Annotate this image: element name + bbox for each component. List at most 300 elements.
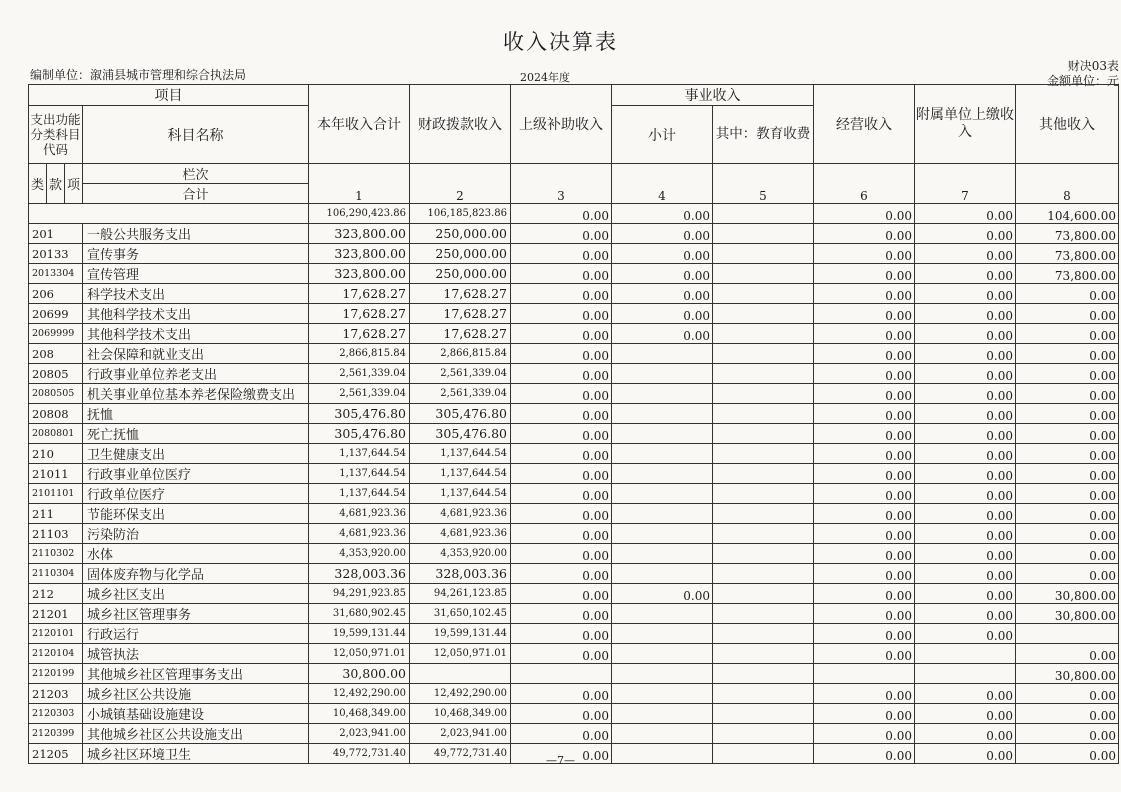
cell-code: 206 <box>29 284 83 304</box>
cell-total: 17,628.27 <box>309 324 410 344</box>
cell-total: 49,772,731.40 <box>309 744 410 764</box>
cell-operating: 0.00 <box>814 464 915 484</box>
cell-superior: 0.00 <box>511 264 612 284</box>
cell-affiliated: 0.00 <box>915 704 1016 724</box>
cell-education <box>713 724 814 744</box>
cell-education <box>713 604 814 624</box>
cell-fiscal: 17,628.27 <box>410 304 511 324</box>
cell-superior: 0.00 <box>511 464 612 484</box>
cell-superior: 0.00 <box>511 424 612 444</box>
cell-total: 94,291,923.85 <box>309 584 410 604</box>
table-row <box>29 244 1119 264</box>
cell-other: 30,800.00 <box>1016 604 1119 624</box>
cell-affiliated: 0.00 <box>915 284 1016 304</box>
cell-fiscal: 305,476.80 <box>410 404 511 424</box>
cell-affiliated: 0.00 <box>915 264 1016 284</box>
cell-subtotal <box>612 644 713 664</box>
cell-affiliated: 0.00 <box>915 744 1016 764</box>
cell-superior: 0.00 <box>511 204 612 224</box>
cell-affiliated: 0.00 <box>915 204 1016 224</box>
cell-total: 305,476.80 <box>309 404 410 424</box>
cell-subtotal <box>612 424 713 444</box>
cell-code: 20133 <box>29 244 83 264</box>
cell-subject-name: 机关事业单位基本养老保险缴费支出 <box>83 384 309 404</box>
cell-total: 1,137,644.54 <box>309 444 410 464</box>
table-row <box>29 724 1119 744</box>
cell-affiliated: 0.00 <box>915 444 1016 464</box>
cell-fiscal: 17,628.27 <box>410 324 511 344</box>
page-number: —7— <box>546 754 575 767</box>
cell-operating: 0.00 <box>814 404 915 424</box>
cell-operating: 0.00 <box>814 684 915 704</box>
cell-total: 12,492,290.00 <box>309 684 410 704</box>
table-row <box>29 304 1119 324</box>
cell-fiscal: 4,681,923.36 <box>410 504 511 524</box>
cell-education <box>713 684 814 704</box>
cell-fiscal: 4,681,923.36 <box>410 524 511 544</box>
cell-subject-name: 其他科学技术支出 <box>83 304 309 324</box>
cell-operating: 0.00 <box>814 604 915 624</box>
cell-affiliated: 0.00 <box>915 384 1016 404</box>
cell-affiliated: 0.00 <box>915 624 1016 644</box>
cell-other: 0.00 <box>1016 344 1119 364</box>
cell-affiliated: 0.00 <box>915 304 1016 324</box>
compiling-unit: 编制单位：溆浦县城市管理和综合执法局 <box>30 68 247 82</box>
cell-other: 0.00 <box>1016 484 1119 504</box>
table-row <box>29 484 1119 504</box>
cell-affiliated: 0.00 <box>915 564 1016 584</box>
cell-subtotal <box>612 524 713 544</box>
cell-code: 21103 <box>29 524 83 544</box>
cell-operating: 0.00 <box>814 344 915 364</box>
cell-total: 2,561,339.04 <box>309 384 410 404</box>
cell-total: 305,476.80 <box>309 424 410 444</box>
cell-total: 10,468,349.00 <box>309 704 410 724</box>
cell-fiscal: 2,023,941.00 <box>410 724 511 744</box>
cell-education <box>713 544 814 564</box>
cell-superior: 0.00 <box>511 304 612 324</box>
cell-code: 21011 <box>29 464 83 484</box>
cell-other: 0.00 <box>1016 504 1119 524</box>
cell-subtotal <box>612 604 713 624</box>
column-index-label: 栏次 <box>83 164 309 184</box>
cell-code: 208 <box>29 344 83 364</box>
cell-other: 0.00 <box>1016 364 1119 384</box>
cell-superior: 0.00 <box>511 484 612 504</box>
column-number-4: 4 <box>612 164 713 204</box>
table-row <box>29 584 1119 604</box>
cell-subtotal <box>612 444 713 464</box>
cell-education <box>713 624 814 644</box>
table-row <box>29 604 1119 624</box>
cell-operating <box>814 664 915 684</box>
cell-superior <box>511 664 612 684</box>
cell-subject-name: 小城镇基础设施建设 <box>83 704 309 724</box>
other-income-header: 其他收入 <box>1016 85 1119 164</box>
cell-subtotal: 0.00 <box>612 244 713 264</box>
cell-fiscal: 250,000.00 <box>410 264 511 284</box>
cell-other: 0.00 <box>1016 644 1119 664</box>
cell-subtotal: 0.00 <box>612 324 713 344</box>
cell-total: 4,681,923.36 <box>309 524 410 544</box>
cell-affiliated <box>915 644 1016 664</box>
cell-subtotal <box>612 504 713 524</box>
cell-education <box>713 704 814 724</box>
cell-superior: 0.00 <box>511 404 612 424</box>
cell-fiscal: 2,561,339.04 <box>410 384 511 404</box>
form-number: 财决03表 <box>1067 59 1119 73</box>
total-row-label: 合计 <box>83 184 309 204</box>
cell-education <box>713 404 814 424</box>
cell-code: 210 <box>29 444 83 464</box>
cell-affiliated: 0.00 <box>915 464 1016 484</box>
cell-affiliated: 0.00 <box>915 724 1016 744</box>
cell-education <box>713 584 814 604</box>
cell-subject-name: 科学技术支出 <box>83 284 309 304</box>
cell-code: 2110304 <box>29 564 83 584</box>
cell-superior: 0.00 <box>511 704 612 724</box>
cell-superior: 0.00 <box>511 604 612 624</box>
cell-code: 21201 <box>29 604 83 624</box>
cell-affiliated: 0.00 <box>915 344 1016 364</box>
cell-total: 30,800.00 <box>309 664 410 684</box>
cell-code: 2120101 <box>29 624 83 644</box>
cell-total: 12,050,971.01 <box>309 644 410 664</box>
cell-fiscal: 250,000.00 <box>410 244 511 264</box>
cell-total: 31,680,902.45 <box>309 604 410 624</box>
cell-subject-name: 社会保障和就业支出 <box>83 344 309 364</box>
cell-affiliated: 0.00 <box>915 224 1016 244</box>
cell-subject-name: 宣传管理 <box>83 264 309 284</box>
cell-total: 323,800.00 <box>309 264 410 284</box>
table-row <box>29 704 1119 724</box>
cell-fiscal: 2,866,815.84 <box>410 344 511 364</box>
cell-operating: 0.00 <box>814 504 915 524</box>
cell-operating: 0.00 <box>814 364 915 384</box>
cell-fiscal: 250,000.00 <box>410 224 511 244</box>
cell-education <box>713 304 814 324</box>
cell-other: 0.00 <box>1016 544 1119 564</box>
total-row <box>29 204 1119 224</box>
cell-code: 20699 <box>29 304 83 324</box>
cell-affiliated: 0.00 <box>915 544 1016 564</box>
cell-other: 0.00 <box>1016 444 1119 464</box>
cell-subject-name: 卫生健康支出 <box>83 444 309 464</box>
cell-subject-name: 水体 <box>83 544 309 564</box>
cell-subject-name: 其他城乡社区管理事务支出 <box>83 664 309 684</box>
cell-superior: 0.00 <box>511 724 612 744</box>
cell-superior: 0.00 <box>511 644 612 664</box>
cell-operating: 0.00 <box>814 324 915 344</box>
cell-total: 17,628.27 <box>309 304 410 324</box>
cell-education <box>713 484 814 504</box>
cell-code: 2101101 <box>29 484 83 504</box>
operating-income-header: 经营收入 <box>814 85 915 164</box>
cell-subject-name: 污染防治 <box>83 524 309 544</box>
cell-education <box>713 264 814 284</box>
cell-operating: 0.00 <box>814 384 915 404</box>
cell-operating: 0.00 <box>814 584 915 604</box>
report-year: 2024年度 <box>520 71 570 84</box>
superior-subsidy-header: 上级补助收入 <box>511 85 612 164</box>
cell-subtotal <box>612 384 713 404</box>
cell-affiliated: 0.00 <box>915 244 1016 264</box>
cell-operating: 0.00 <box>814 524 915 544</box>
cell-other: 73,800.00 <box>1016 264 1119 284</box>
subtotal-header: 小计 <box>612 106 713 164</box>
cell-operating: 0.00 <box>814 724 915 744</box>
table-row <box>29 384 1119 404</box>
cell-total: 2,023,941.00 <box>309 724 410 744</box>
cell-education <box>713 204 814 224</box>
cell-code: 2080505 <box>29 384 83 404</box>
cell-education <box>713 424 814 444</box>
cell-superior: 0.00 <box>511 344 612 364</box>
cell-fiscal: 49,772,731.40 <box>410 744 511 764</box>
cell-education <box>713 364 814 384</box>
table-row <box>29 444 1119 464</box>
cell-fiscal: 2,561,339.04 <box>410 364 511 384</box>
cell-total: 4,681,923.36 <box>309 504 410 524</box>
cell-subject-name: 城乡社区管理事务 <box>83 604 309 624</box>
cell-code: 211 <box>29 504 83 524</box>
cell-subtotal <box>612 704 713 724</box>
cell-education <box>713 524 814 544</box>
cell-superior: 0.00 <box>511 584 612 604</box>
cell-superior: 0.00 <box>511 684 612 704</box>
cell-subject-name: 抚恤 <box>83 404 309 424</box>
cell-operating: 0.00 <box>814 624 915 644</box>
column-number-6: 6 <box>814 164 915 204</box>
column-number-5: 5 <box>713 164 814 204</box>
table-row <box>29 264 1119 284</box>
cell-affiliated: 0.00 <box>915 584 1016 604</box>
column-number-7: 7 <box>915 164 1016 204</box>
cell-other: 104,600.00 <box>1016 204 1119 224</box>
table-row <box>29 644 1119 664</box>
cell-fiscal: 1,137,644.54 <box>410 444 511 464</box>
cell-total: 19,599,131.44 <box>309 624 410 644</box>
cell-fiscal: 4,353,920.00 <box>410 544 511 564</box>
cell-education <box>713 344 814 364</box>
cell-total: 4,353,920.00 <box>309 544 410 564</box>
cell-operating: 0.00 <box>814 244 915 264</box>
table-row <box>29 364 1119 384</box>
cell-subject-name: 其他科学技术支出 <box>83 324 309 344</box>
cell-superior: 0.00 <box>511 524 612 544</box>
cell-code: 2080801 <box>29 424 83 444</box>
cell-fiscal: 17,628.27 <box>410 284 511 304</box>
cell-superior: 0.00 <box>511 364 612 384</box>
cell-other: 0.00 <box>1016 284 1119 304</box>
cell-subtotal <box>612 684 713 704</box>
lei-header: 类 <box>29 164 47 204</box>
cell-fiscal: 328,003.36 <box>410 564 511 584</box>
cell-other: 0.00 <box>1016 384 1119 404</box>
cell-affiliated: 0.00 <box>915 524 1016 544</box>
kuan-header: 款 <box>47 164 65 204</box>
cell-total: 2,561,339.04 <box>309 364 410 384</box>
column-number-8: 8 <box>1016 164 1119 204</box>
cell-affiliated: 0.00 <box>915 684 1016 704</box>
cell-other: 0.00 <box>1016 724 1119 744</box>
cell-fiscal: 19,599,131.44 <box>410 624 511 644</box>
table-row <box>29 504 1119 524</box>
cell-operating: 0.00 <box>814 644 915 664</box>
cell-fiscal <box>410 664 511 684</box>
cell-other: 30,800.00 <box>1016 584 1119 604</box>
function-code-header: 支出功能分类科目代码 <box>29 106 83 164</box>
cell-subject-name: 其他城乡社区公共设施支出 <box>83 724 309 744</box>
table-row <box>29 284 1119 304</box>
cell-superior: 0.00 <box>511 324 612 344</box>
cell-code: 2120199 <box>29 664 83 684</box>
cell-fiscal: 12,050,971.01 <box>410 644 511 664</box>
cell-code: 201 <box>29 224 83 244</box>
cell-fiscal: 305,476.80 <box>410 424 511 444</box>
cell-other: 0.00 <box>1016 684 1119 704</box>
total-income-header: 本年收入合计 <box>309 85 410 164</box>
cell-code: 2069999 <box>29 324 83 344</box>
cell-subject-name: 城乡社区环境卫生 <box>83 744 309 764</box>
cell-subject-name: 城管执法 <box>83 644 309 664</box>
project-header: 项目 <box>29 85 309 106</box>
education-fee-header: 其中：教育收费 <box>713 106 814 164</box>
cell-subject-name: 行政事业单位医疗 <box>83 464 309 484</box>
cell-superior: 0.00 <box>511 504 612 524</box>
table-row <box>29 544 1119 564</box>
xiang-header: 项 <box>65 164 83 204</box>
cell-fiscal: 12,492,290.00 <box>410 684 511 704</box>
cell-subject-name: 宣传事务 <box>83 244 309 264</box>
cell-operating: 0.00 <box>814 564 915 584</box>
cell-operating: 0.00 <box>814 284 915 304</box>
cell-subtotal <box>612 344 713 364</box>
cell-operating: 0.00 <box>814 224 915 244</box>
cell-operating: 0.00 <box>814 444 915 464</box>
cell-subtotal <box>612 484 713 504</box>
cell-total: 106,290,423.86 <box>309 204 410 224</box>
cell-subject-name: 死亡抚恤 <box>83 424 309 444</box>
cell-code: 21205 <box>29 744 83 764</box>
column-number-1: 1 <box>309 164 410 204</box>
cell-fiscal: 10,468,349.00 <box>410 704 511 724</box>
cell-affiliated: 0.00 <box>915 504 1016 524</box>
currency-unit: 金额单位：元 <box>1046 74 1119 88</box>
fiscal-appropriation-header: 财政拨款收入 <box>410 85 511 164</box>
income-statement-table <box>28 84 1119 764</box>
cell-code: 2120303 <box>29 704 83 724</box>
cell-subtotal: 0.00 <box>612 204 713 224</box>
cell-other: 30,800.00 <box>1016 664 1119 684</box>
cell-superior: 0.00 <box>511 384 612 404</box>
business-income-header: 事业收入 <box>612 85 814 106</box>
cell-affiliated: 0.00 <box>915 404 1016 424</box>
table-row <box>29 564 1119 584</box>
cell-total: 323,800.00 <box>309 224 410 244</box>
table-row <box>29 684 1119 704</box>
cell-other: 0.00 <box>1016 424 1119 444</box>
cell-subtotal <box>612 724 713 744</box>
cell-superior: 0.00 <box>511 444 612 464</box>
page-title: 收入决算表 <box>503 30 618 54</box>
cell-fiscal: 106,185,823.86 <box>410 204 511 224</box>
cell-total: 323,800.00 <box>309 244 410 264</box>
cell-other: 73,800.00 <box>1016 224 1119 244</box>
cell-subject-name: 行政运行 <box>83 624 309 644</box>
cell-subject-name: 行政单位医疗 <box>83 484 309 504</box>
cell-subtotal <box>612 624 713 644</box>
cell-superior: 0.00 <box>511 624 612 644</box>
cell-other: 0.00 <box>1016 564 1119 584</box>
cell-subject-name: 行政事业单位养老支出 <box>83 364 309 384</box>
cell-total: 1,137,644.54 <box>309 464 410 484</box>
cell-other: 0.00 <box>1016 324 1119 344</box>
cell-operating: 0.00 <box>814 264 915 284</box>
table-row <box>29 664 1119 684</box>
cell-code: 20808 <box>29 404 83 424</box>
total-row-spacer <box>29 204 309 224</box>
cell-operating: 0.00 <box>814 704 915 724</box>
cell-other: 0.00 <box>1016 704 1119 724</box>
cell-superior: 0.00 <box>511 544 612 564</box>
cell-other: 0.00 <box>1016 464 1119 484</box>
cell-operating: 0.00 <box>814 424 915 444</box>
cell-subtotal <box>612 464 713 484</box>
column-number-2: 2 <box>410 164 511 204</box>
cell-operating: 0.00 <box>814 204 915 224</box>
cell-subtotal <box>612 564 713 584</box>
cell-code: 2013304 <box>29 264 83 284</box>
table-row <box>29 464 1119 484</box>
cell-subject-name: 固体废弃物与化学品 <box>83 564 309 584</box>
cell-subtotal <box>612 364 713 384</box>
cell-education <box>713 284 814 304</box>
table-row <box>29 344 1119 364</box>
cell-subtotal: 0.00 <box>612 284 713 304</box>
table-row <box>29 224 1119 244</box>
cell-affiliated: 0.00 <box>915 364 1016 384</box>
table-row <box>29 624 1119 644</box>
cell-superior: 0.00 <box>511 564 612 584</box>
cell-education <box>713 644 814 664</box>
cell-operating: 0.00 <box>814 304 915 324</box>
cell-fiscal: 94,261,123.85 <box>410 584 511 604</box>
cell-subtotal: 0.00 <box>612 224 713 244</box>
cell-other: 0.00 <box>1016 524 1119 544</box>
cell-subtotal: 0.00 <box>612 584 713 604</box>
cell-other: 0.00 <box>1016 404 1119 424</box>
cell-other: 0.00 <box>1016 304 1119 324</box>
cell-superior: 0.00 <box>511 244 612 264</box>
table-row <box>29 524 1119 544</box>
cell-code: 2120399 <box>29 724 83 744</box>
cell-affiliated <box>915 664 1016 684</box>
cell-fiscal: 1,137,644.54 <box>410 464 511 484</box>
cell-education <box>713 564 814 584</box>
cell-total: 1,137,644.54 <box>309 484 410 504</box>
cell-subject-name: 城乡社区支出 <box>83 584 309 604</box>
cell-total: 328,003.36 <box>309 564 410 584</box>
table-row <box>29 324 1119 344</box>
cell-subtotal <box>612 664 713 684</box>
cell-operating: 0.00 <box>814 544 915 564</box>
cell-education <box>713 324 814 344</box>
cell-subject-name: 一般公共服务支出 <box>83 224 309 244</box>
cell-subtotal <box>612 404 713 424</box>
cell-code: 20805 <box>29 364 83 384</box>
cell-subject-name: 节能环保支出 <box>83 504 309 524</box>
